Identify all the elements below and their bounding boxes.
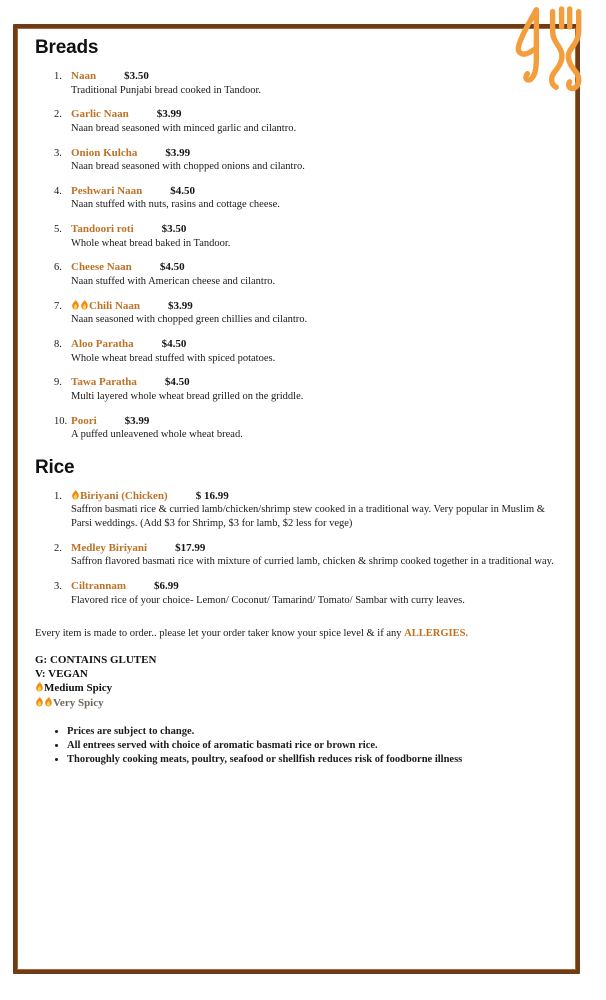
item-line [54, 299, 564, 314]
item-description: Traditional Punjabi bread cooked in Tandoor. [71, 84, 261, 96]
item-price: $3.99 [168, 299, 193, 312]
item-description: Saffron flavored basmati rice with mixture of curried lamb, chicken & shrimp cooked together in a traditional way. [71, 556, 554, 568]
item-price: $17.99 [175, 541, 206, 554]
item-name-text: Medley Biriyani [71, 541, 148, 554]
menu-item [54, 541, 564, 569]
menu-item [54, 222, 564, 250]
flame-icon [35, 696, 44, 707]
legend-block [35, 654, 564, 710]
item-number: 2. [54, 542, 62, 554]
item-number: 5. [54, 224, 62, 236]
menu-item [54, 107, 564, 135]
item-name-text: Cheese Naan [71, 261, 132, 274]
flame-icon [44, 696, 53, 707]
item-description: Naan stuffed with American cheese and cilantro. [71, 276, 276, 288]
item-line [54, 414, 564, 429]
menu-item [54, 579, 564, 607]
item-number: 6. [54, 262, 62, 274]
item-line [54, 541, 564, 556]
item-name [71, 490, 168, 502]
footer-bullet-list [50, 725, 564, 766]
item-name [71, 542, 147, 554]
menu-item [54, 146, 564, 174]
item-description: Naan bread seasoned with minced garlic and cilantro. [71, 122, 297, 134]
flame-icon [71, 489, 80, 500]
item-line [54, 337, 564, 352]
legend-label: Very Spicy [53, 696, 104, 709]
item-name [71, 70, 96, 82]
item-line [54, 260, 564, 275]
item-description: Multi layered whole wheat bread grilled on the griddle. [71, 390, 304, 402]
item-price: $3.50 [161, 223, 187, 236]
menu-item [54, 299, 564, 327]
item-name [71, 147, 137, 159]
item-name [71, 223, 134, 235]
flame-icon [80, 299, 89, 310]
order-note-text: Every item is made to order.. please let your order taker know your spice level & if any [35, 628, 405, 640]
legend-row [35, 668, 564, 681]
item-number: 7. [54, 300, 62, 312]
item-number: 3. [54, 581, 62, 593]
menu-section [35, 457, 564, 607]
item-name-text: Ciltrannam [71, 580, 126, 593]
order-note [35, 628, 564, 639]
knife-blade-edge [518, 10, 536, 54]
menu-item [54, 69, 564, 97]
menu-section [35, 37, 564, 442]
legend-label: Medium Spicy [44, 682, 113, 695]
legend-label: G: CONTAINS GLUTEN [35, 654, 157, 667]
item-list [54, 69, 564, 442]
legend-flames [35, 697, 53, 709]
legend-flames [35, 682, 44, 694]
legend-row [35, 654, 564, 667]
item-description: Flavored rice of your choice- Lemon/ Coconut/ Tamarind/ Tomato/ Sambar with curry leaves. [71, 594, 465, 606]
item-line [54, 375, 564, 390]
item-number: 1. [54, 490, 62, 502]
item-name [71, 415, 97, 427]
item-name-text: Peshwari Naan [71, 184, 143, 197]
item-price: $3.99 [156, 108, 182, 121]
item-number: 10. [54, 415, 68, 427]
item-name-text: Chili Naan [89, 299, 141, 312]
item-name-text: Tawa Paratha [71, 376, 137, 389]
flame-icon [35, 681, 44, 692]
item-line [54, 184, 564, 199]
legend-row [35, 681, 564, 695]
spice-flames [71, 300, 89, 312]
item-number: 1. [54, 71, 62, 82]
item-line [54, 107, 564, 122]
menu-item [54, 184, 564, 212]
item-number: 4. [54, 185, 62, 197]
footer-bullet: • Thoroughly cooking meats, poultry, seafood or shellfish reduces risk of foodborne illness [67, 753, 564, 766]
menu-sections [35, 37, 564, 607]
item-name-text: Garlic Naan [71, 108, 129, 121]
section-title: Rice [35, 456, 75, 478]
item-description: Naan bread seasoned with chopped onions and cilantro. [71, 161, 305, 173]
item-description: Saffron basmati rice & curried lamb/chicken/shrimp stew cooked in a traditional way. Very popular in Muslim & Parsi weddings. (Add $3 for Shrimp, $3 for lamb, $2 less for vege) [71, 504, 545, 530]
item-price: $3.99 [124, 414, 150, 427]
menu-content [17, 28, 576, 767]
item-line [54, 146, 564, 161]
item-name [71, 376, 137, 388]
item-name [71, 108, 129, 120]
item-price: $ 16.99 [195, 489, 229, 502]
item-price: $4.50 [161, 337, 187, 350]
item-description: A puffed unleavened whole wheat bread. [71, 429, 243, 441]
menu-item [54, 489, 564, 531]
item-name [71, 261, 132, 273]
item-line [54, 222, 564, 237]
menu-item [54, 337, 564, 365]
footer-bullet: • All entrees served with choice of aromatic basmati rice or brown rice. [67, 739, 564, 752]
item-line [54, 489, 564, 504]
item-line [54, 579, 564, 594]
item-name [71, 580, 126, 592]
item-line [54, 69, 564, 84]
item-name-text: Poori [71, 414, 97, 427]
item-price: $3.50 [124, 70, 149, 82]
item-description: Naan stuffed with nuts, rasins and cottage cheese. [71, 199, 280, 211]
item-name-text: Biriyani (Chicken) [80, 489, 168, 502]
item-price: $4.50 [164, 376, 190, 389]
flame-icon [71, 299, 80, 310]
legend-label: V: VEGAN [35, 667, 88, 680]
item-price: $4.50 [170, 184, 195, 197]
menu-item [54, 414, 564, 442]
item-list [54, 489, 564, 607]
spice-flames [71, 490, 80, 502]
item-price: $4.50 [159, 261, 185, 274]
item-description: Naan seasoned with chopped green chillies and cilantro. [71, 314, 308, 326]
item-name [71, 300, 140, 312]
item-number: 8. [54, 338, 62, 350]
fork-knife-logo [504, 3, 594, 103]
item-price: $6.99 [154, 580, 179, 593]
section-title: Breads [35, 37, 99, 58]
legend-row [35, 696, 564, 710]
item-description: Whole wheat bread stuffed with spiced potatoes. [71, 352, 276, 364]
item-number: 3. [54, 147, 62, 159]
item-name-text: Onion Kulcha [71, 146, 138, 159]
menu-item [54, 375, 564, 403]
item-number: 9. [54, 377, 62, 389]
item-price: $3.99 [165, 146, 191, 159]
menu-item [54, 260, 564, 288]
item-name-text: Tandoori roti [71, 223, 134, 236]
item-description: Whole wheat bread baked in Tandoor. [71, 237, 231, 249]
item-name-text: Aloo Paratha [71, 337, 134, 350]
footer-bullet: • Prices are subject to change. [67, 725, 564, 738]
item-name [71, 185, 142, 197]
item-name-text: Naan [71, 70, 97, 82]
allergies-highlight: ALLERGIES. [404, 628, 469, 640]
item-number: 2. [54, 109, 62, 121]
item-name [71, 338, 134, 350]
